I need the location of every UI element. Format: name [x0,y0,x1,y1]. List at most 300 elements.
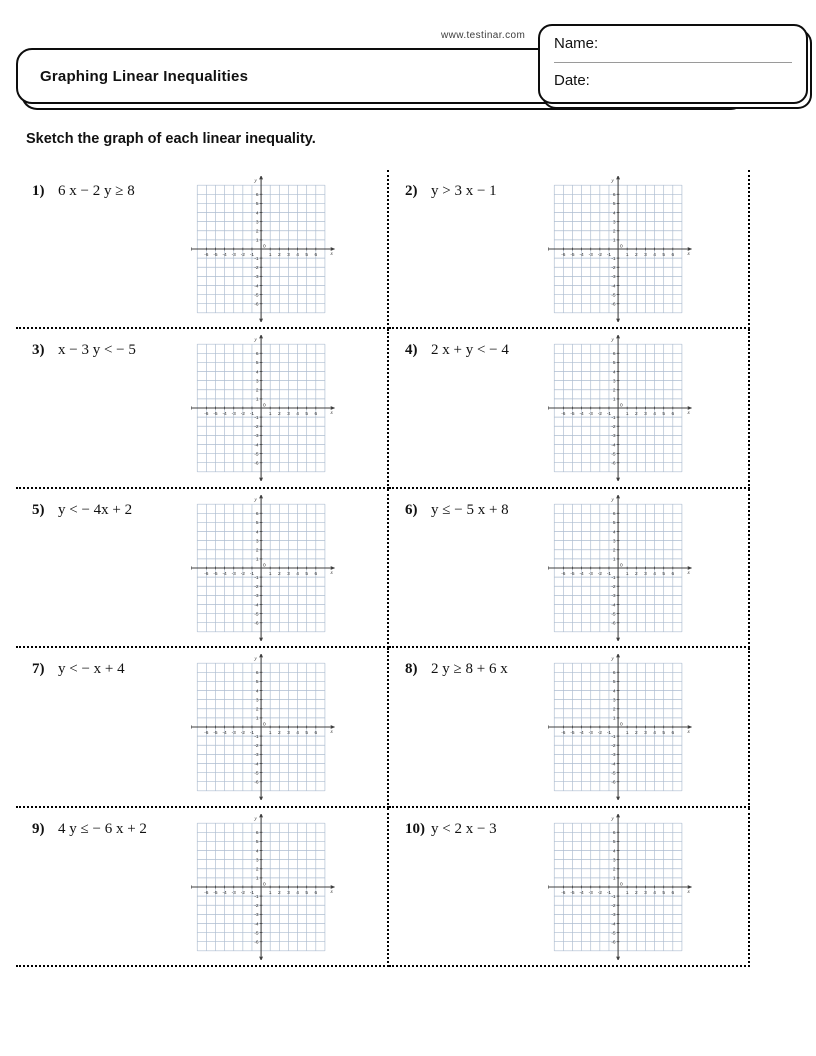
svg-text:-2: -2 [611,584,616,590]
svg-text:0: 0 [263,722,266,728]
svg-text:1: 1 [625,412,629,418]
problem-cell [389,489,750,648]
svg-text:-5: -5 [611,771,616,777]
website-url: www.testinar.com [441,30,526,41]
svg-text:2: 2 [277,412,281,418]
svg-text:x: x [687,251,690,258]
svg-text:1: 1 [625,890,629,896]
svg-text:3: 3 [644,731,647,737]
svg-text:0: 0 [263,244,266,250]
problem-number: 6) [405,501,418,518]
problem-cell [16,648,389,807]
svg-text:3: 3 [287,890,290,896]
problem-equation: y < 2 x − 3 [431,820,497,837]
svg-text:-1: -1 [606,890,612,896]
svg-text:3: 3 [287,252,290,258]
svg-text:x: x [687,729,690,736]
svg-text:-3: -3 [231,731,236,737]
svg-text:2: 2 [277,731,281,737]
problem-equation: y < − x + 4 [58,661,125,678]
svg-text:4: 4 [653,571,656,577]
svg-text:-3: -3 [254,593,259,599]
svg-text:y: y [254,337,257,344]
svg-text:-6: -6 [611,621,616,627]
svg-text:0: 0 [620,244,623,250]
graph-area [548,495,692,641]
svg-text:-4: -4 [222,252,227,258]
svg-text:6: 6 [671,412,675,418]
svg-text:-3: -3 [231,571,236,577]
graph-area [191,654,335,800]
problem-number: 10) [405,820,425,837]
svg-text:2: 2 [612,229,616,235]
svg-text:-6: -6 [611,940,616,946]
svg-text:2: 2 [277,890,281,896]
svg-text:-4: -4 [611,443,616,449]
svg-text:1: 1 [625,571,629,577]
svg-text:2: 2 [255,229,259,235]
problem-cell [389,808,750,967]
svg-text:2: 2 [634,412,638,418]
svg-text:1: 1 [255,398,259,404]
svg-text:6: 6 [255,671,259,677]
svg-text:-2: -2 [254,744,259,750]
svg-text:5: 5 [612,680,616,686]
svg-text:x: x [330,569,333,576]
svg-text:x: x [687,410,690,417]
svg-text:-1: -1 [606,412,612,418]
svg-text:y: y [611,655,614,662]
svg-text:-4: -4 [579,890,584,896]
graph-area [191,335,335,481]
svg-text:2: 2 [277,571,281,577]
coordinate-grid [548,495,692,641]
svg-text:2: 2 [255,388,259,394]
svg-text:4: 4 [653,252,656,258]
svg-text:-1: -1 [611,416,616,422]
svg-text:-5: -5 [611,612,616,618]
svg-text:2: 2 [634,890,638,896]
svg-text:-5: -5 [611,293,616,299]
svg-text:3: 3 [644,890,647,896]
svg-text:-6: -6 [561,412,566,418]
graph-area [548,335,692,481]
svg-text:4: 4 [612,370,616,376]
svg-text:3: 3 [644,412,647,418]
svg-text:-6: -6 [254,621,259,627]
svg-text:-1: -1 [611,735,616,741]
problem-cell [16,489,389,648]
svg-text:-4: -4 [611,284,616,290]
svg-text:-1: -1 [611,575,616,581]
svg-text:-3: -3 [588,890,593,896]
svg-text:2: 2 [634,252,638,258]
svg-text:1: 1 [612,876,616,882]
svg-text:-1: -1 [606,252,612,258]
svg-text:-2: -2 [597,890,602,896]
svg-text:-5: -5 [213,252,218,258]
svg-text:-1: -1 [249,890,255,896]
svg-text:4: 4 [612,530,616,536]
svg-text:5: 5 [612,521,616,527]
svg-text:4: 4 [255,211,259,217]
svg-text:-3: -3 [231,252,236,258]
svg-text:-1: -1 [254,894,259,900]
svg-text:1: 1 [625,252,629,258]
svg-text:-5: -5 [570,412,575,418]
svg-text:-3: -3 [254,275,259,281]
svg-text:3: 3 [612,858,616,864]
svg-text:-5: -5 [213,731,218,737]
svg-text:-6: -6 [204,252,209,258]
problem-equation: 2 x + y < − 4 [431,342,509,359]
svg-text:-3: -3 [611,593,616,599]
svg-text:6: 6 [314,571,318,577]
svg-text:y: y [611,496,614,503]
svg-text:-6: -6 [204,731,209,737]
svg-text:1: 1 [612,398,616,404]
svg-text:4: 4 [653,731,656,737]
graph-area [548,176,692,322]
svg-text:1: 1 [612,557,616,563]
svg-text:5: 5 [662,412,666,418]
svg-text:5: 5 [255,680,259,686]
svg-text:y: y [254,496,257,503]
problem-equation: 6 x − 2 y ≥ 8 [58,183,135,199]
svg-text:5: 5 [612,202,616,208]
problem-number: 8) [405,661,418,678]
svg-text:-6: -6 [254,302,259,308]
svg-text:5: 5 [255,202,259,208]
svg-text:6: 6 [612,671,616,677]
svg-text:6: 6 [314,412,318,418]
svg-text:-2: -2 [611,744,616,750]
svg-text:y: y [254,815,257,822]
svg-text:-1: -1 [249,571,255,577]
svg-text:-2: -2 [240,731,245,737]
svg-text:1: 1 [255,716,259,722]
svg-text:6: 6 [612,193,616,199]
svg-text:-4: -4 [222,412,227,418]
coordinate-grid [548,654,692,800]
svg-text:5: 5 [305,571,309,577]
svg-text:x: x [687,888,690,895]
svg-text:-5: -5 [254,931,259,937]
svg-text:5: 5 [612,361,616,367]
svg-text:3: 3 [644,252,647,258]
problem-number: 4) [405,342,418,359]
svg-text:-3: -3 [588,252,593,258]
svg-text:x: x [330,888,333,895]
graph-area [191,495,335,641]
svg-text:-5: -5 [611,931,616,937]
svg-text:6: 6 [255,352,259,358]
svg-text:0: 0 [620,881,623,887]
problem-equation: y > 3 x − 1 [431,183,497,199]
svg-text:-6: -6 [561,571,566,577]
svg-text:-5: -5 [570,571,575,577]
svg-text:6: 6 [671,890,675,896]
name-field-line [554,62,792,63]
graph-area [548,654,692,800]
problem-number: 2) [405,183,418,199]
svg-text:-3: -3 [254,753,259,759]
svg-text:-6: -6 [611,461,616,467]
svg-text:-3: -3 [254,434,259,440]
svg-text:-2: -2 [240,412,245,418]
svg-text:1: 1 [268,412,272,418]
svg-text:2: 2 [612,388,616,394]
svg-text:6: 6 [671,571,675,577]
svg-text:-2: -2 [611,903,616,909]
svg-text:-4: -4 [222,571,227,577]
svg-text:3: 3 [612,698,616,704]
svg-text:4: 4 [612,689,616,695]
svg-text:x: x [687,569,690,576]
svg-text:6: 6 [314,252,318,258]
svg-text:2: 2 [255,548,259,554]
svg-text:-6: -6 [204,890,209,896]
coordinate-grid [191,335,335,481]
svg-text:3: 3 [612,220,616,226]
svg-text:6: 6 [255,830,259,836]
problem-equation: 4 y ≤ − 6 x + 2 [58,820,147,837]
svg-text:-3: -3 [611,753,616,759]
svg-text:5: 5 [612,839,616,845]
svg-text:1: 1 [268,571,272,577]
svg-text:6: 6 [671,731,675,737]
svg-text:-6: -6 [611,780,616,786]
svg-text:-6: -6 [611,302,616,308]
svg-text:-3: -3 [611,275,616,281]
svg-text:-5: -5 [213,412,218,418]
svg-text:5: 5 [662,252,666,258]
svg-text:0: 0 [620,403,623,409]
problem-number: 7) [32,661,45,678]
svg-text:-3: -3 [611,912,616,918]
svg-text:3: 3 [287,412,290,418]
svg-text:5: 5 [662,731,666,737]
svg-text:x: x [330,729,333,736]
svg-text:-4: -4 [254,921,259,927]
problem-equation: y < − 4x + 2 [58,501,133,518]
svg-text:-1: -1 [249,731,255,737]
svg-text:-1: -1 [254,575,259,581]
svg-text:5: 5 [662,890,666,896]
svg-text:1: 1 [255,557,259,563]
problem-cell [16,170,389,329]
svg-text:-1: -1 [606,571,612,577]
svg-text:5: 5 [305,252,309,258]
svg-text:-4: -4 [579,252,584,258]
svg-text:-2: -2 [254,266,259,272]
graph-area [191,814,335,960]
svg-text:2: 2 [634,571,638,577]
svg-text:-5: -5 [213,890,218,896]
svg-text:-4: -4 [222,731,227,737]
svg-text:6: 6 [612,830,616,836]
svg-text:2: 2 [255,867,259,873]
svg-text:2: 2 [612,867,616,873]
svg-text:3: 3 [287,571,290,577]
svg-text:-4: -4 [579,412,584,418]
svg-text:-4: -4 [611,921,616,927]
svg-text:4: 4 [653,412,656,418]
svg-text:-3: -3 [588,412,593,418]
svg-text:4: 4 [255,848,259,854]
svg-text:6: 6 [612,511,616,517]
svg-text:x: x [330,410,333,417]
svg-text:2: 2 [277,252,281,258]
svg-text:5: 5 [255,839,259,845]
graph-area [191,176,335,322]
svg-text:1: 1 [625,731,629,737]
svg-text:-1: -1 [254,256,259,262]
name-date-box [538,24,808,104]
svg-text:-4: -4 [579,571,584,577]
coordinate-grid [548,814,692,960]
svg-text:-5: -5 [611,452,616,458]
svg-text:-4: -4 [254,603,259,609]
problem-number: 5) [32,501,45,518]
svg-text:-5: -5 [570,252,575,258]
svg-text:-4: -4 [254,443,259,449]
svg-text:-5: -5 [213,571,218,577]
svg-text:1: 1 [612,716,616,722]
coordinate-grid [548,335,692,481]
svg-text:-2: -2 [240,252,245,258]
svg-text:x: x [330,251,333,258]
svg-text:-1: -1 [249,412,255,418]
svg-text:-5: -5 [570,731,575,737]
svg-text:2: 2 [634,731,638,737]
svg-text:-4: -4 [222,890,227,896]
problem-equation: 2 y ≥ 8 + 6 x [431,661,508,678]
problem-cell [16,329,389,488]
svg-text:-2: -2 [254,903,259,909]
svg-text:5: 5 [255,361,259,367]
svg-text:4: 4 [255,370,259,376]
svg-text:3: 3 [255,220,259,226]
svg-text:0: 0 [620,563,623,569]
svg-text:-1: -1 [611,894,616,900]
svg-text:4: 4 [612,848,616,854]
svg-text:6: 6 [314,731,318,737]
svg-text:-4: -4 [611,762,616,768]
svg-text:y: y [611,815,614,822]
svg-text:3: 3 [255,379,259,385]
problem-number: 9) [32,820,45,837]
svg-text:5: 5 [255,521,259,527]
svg-text:-6: -6 [561,252,566,258]
svg-text:3: 3 [644,571,647,577]
svg-text:2: 2 [612,548,616,554]
svg-text:4: 4 [255,689,259,695]
svg-text:-5: -5 [254,612,259,618]
problem-equation: x − 3 y < − 5 [58,342,136,359]
svg-text:6: 6 [671,252,675,258]
svg-text:-4: -4 [579,731,584,737]
svg-text:-2: -2 [611,425,616,431]
date-label: Date: [554,72,590,89]
problems-table [16,170,750,967]
svg-text:2: 2 [255,707,259,713]
coordinate-grid [191,814,335,960]
svg-text:-4: -4 [254,762,259,768]
svg-text:y: y [611,177,614,184]
svg-text:-2: -2 [597,571,602,577]
problem-number: 1) [32,183,45,199]
coordinate-grid [191,495,335,641]
problem-number: 3) [32,342,45,359]
svg-text:5: 5 [305,731,309,737]
svg-text:-3: -3 [588,571,593,577]
svg-text:-6: -6 [561,731,566,737]
svg-text:-6: -6 [561,890,566,896]
svg-text:1: 1 [612,238,616,244]
svg-text:-3: -3 [588,731,593,737]
problem-cell [16,808,389,967]
svg-text:-6: -6 [204,412,209,418]
svg-text:6: 6 [612,352,616,358]
svg-text:4: 4 [296,252,299,258]
svg-text:-2: -2 [597,731,602,737]
coordinate-grid [191,176,335,322]
page-title: Graphing Linear Inequalities [40,67,249,85]
problem-cell [389,329,750,488]
svg-text:-2: -2 [597,252,602,258]
svg-text:2: 2 [612,707,616,713]
svg-text:1: 1 [255,876,259,882]
svg-text:5: 5 [662,571,666,577]
svg-text:1: 1 [268,252,272,258]
svg-text:1: 1 [255,238,259,244]
svg-text:-1: -1 [249,252,255,258]
name-label: Name: [554,35,599,52]
svg-text:4: 4 [296,571,299,577]
svg-text:-5: -5 [254,771,259,777]
svg-text:y: y [611,337,614,344]
svg-text:-1: -1 [254,735,259,741]
svg-text:-3: -3 [611,434,616,440]
coordinate-grid [548,176,692,322]
svg-text:6: 6 [314,890,318,896]
svg-text:3: 3 [255,858,259,864]
svg-text:-1: -1 [611,256,616,262]
svg-text:-3: -3 [231,890,236,896]
svg-text:-3: -3 [231,412,236,418]
svg-text:0: 0 [263,403,266,409]
svg-text:-6: -6 [204,571,209,577]
svg-text:-2: -2 [254,425,259,431]
svg-text:0: 0 [263,563,266,569]
svg-text:-6: -6 [254,780,259,786]
svg-text:4: 4 [255,530,259,536]
svg-text:-3: -3 [254,912,259,918]
svg-text:5: 5 [305,412,309,418]
svg-text:3: 3 [612,539,616,545]
svg-text:3: 3 [287,731,290,737]
svg-text:-5: -5 [570,890,575,896]
svg-text:4: 4 [296,412,299,418]
svg-text:0: 0 [620,722,623,728]
svg-text:3: 3 [255,539,259,545]
svg-text:-1: -1 [254,416,259,422]
svg-text:-2: -2 [254,584,259,590]
svg-text:4: 4 [612,211,616,217]
svg-text:-2: -2 [240,890,245,896]
svg-text:1: 1 [268,890,272,896]
